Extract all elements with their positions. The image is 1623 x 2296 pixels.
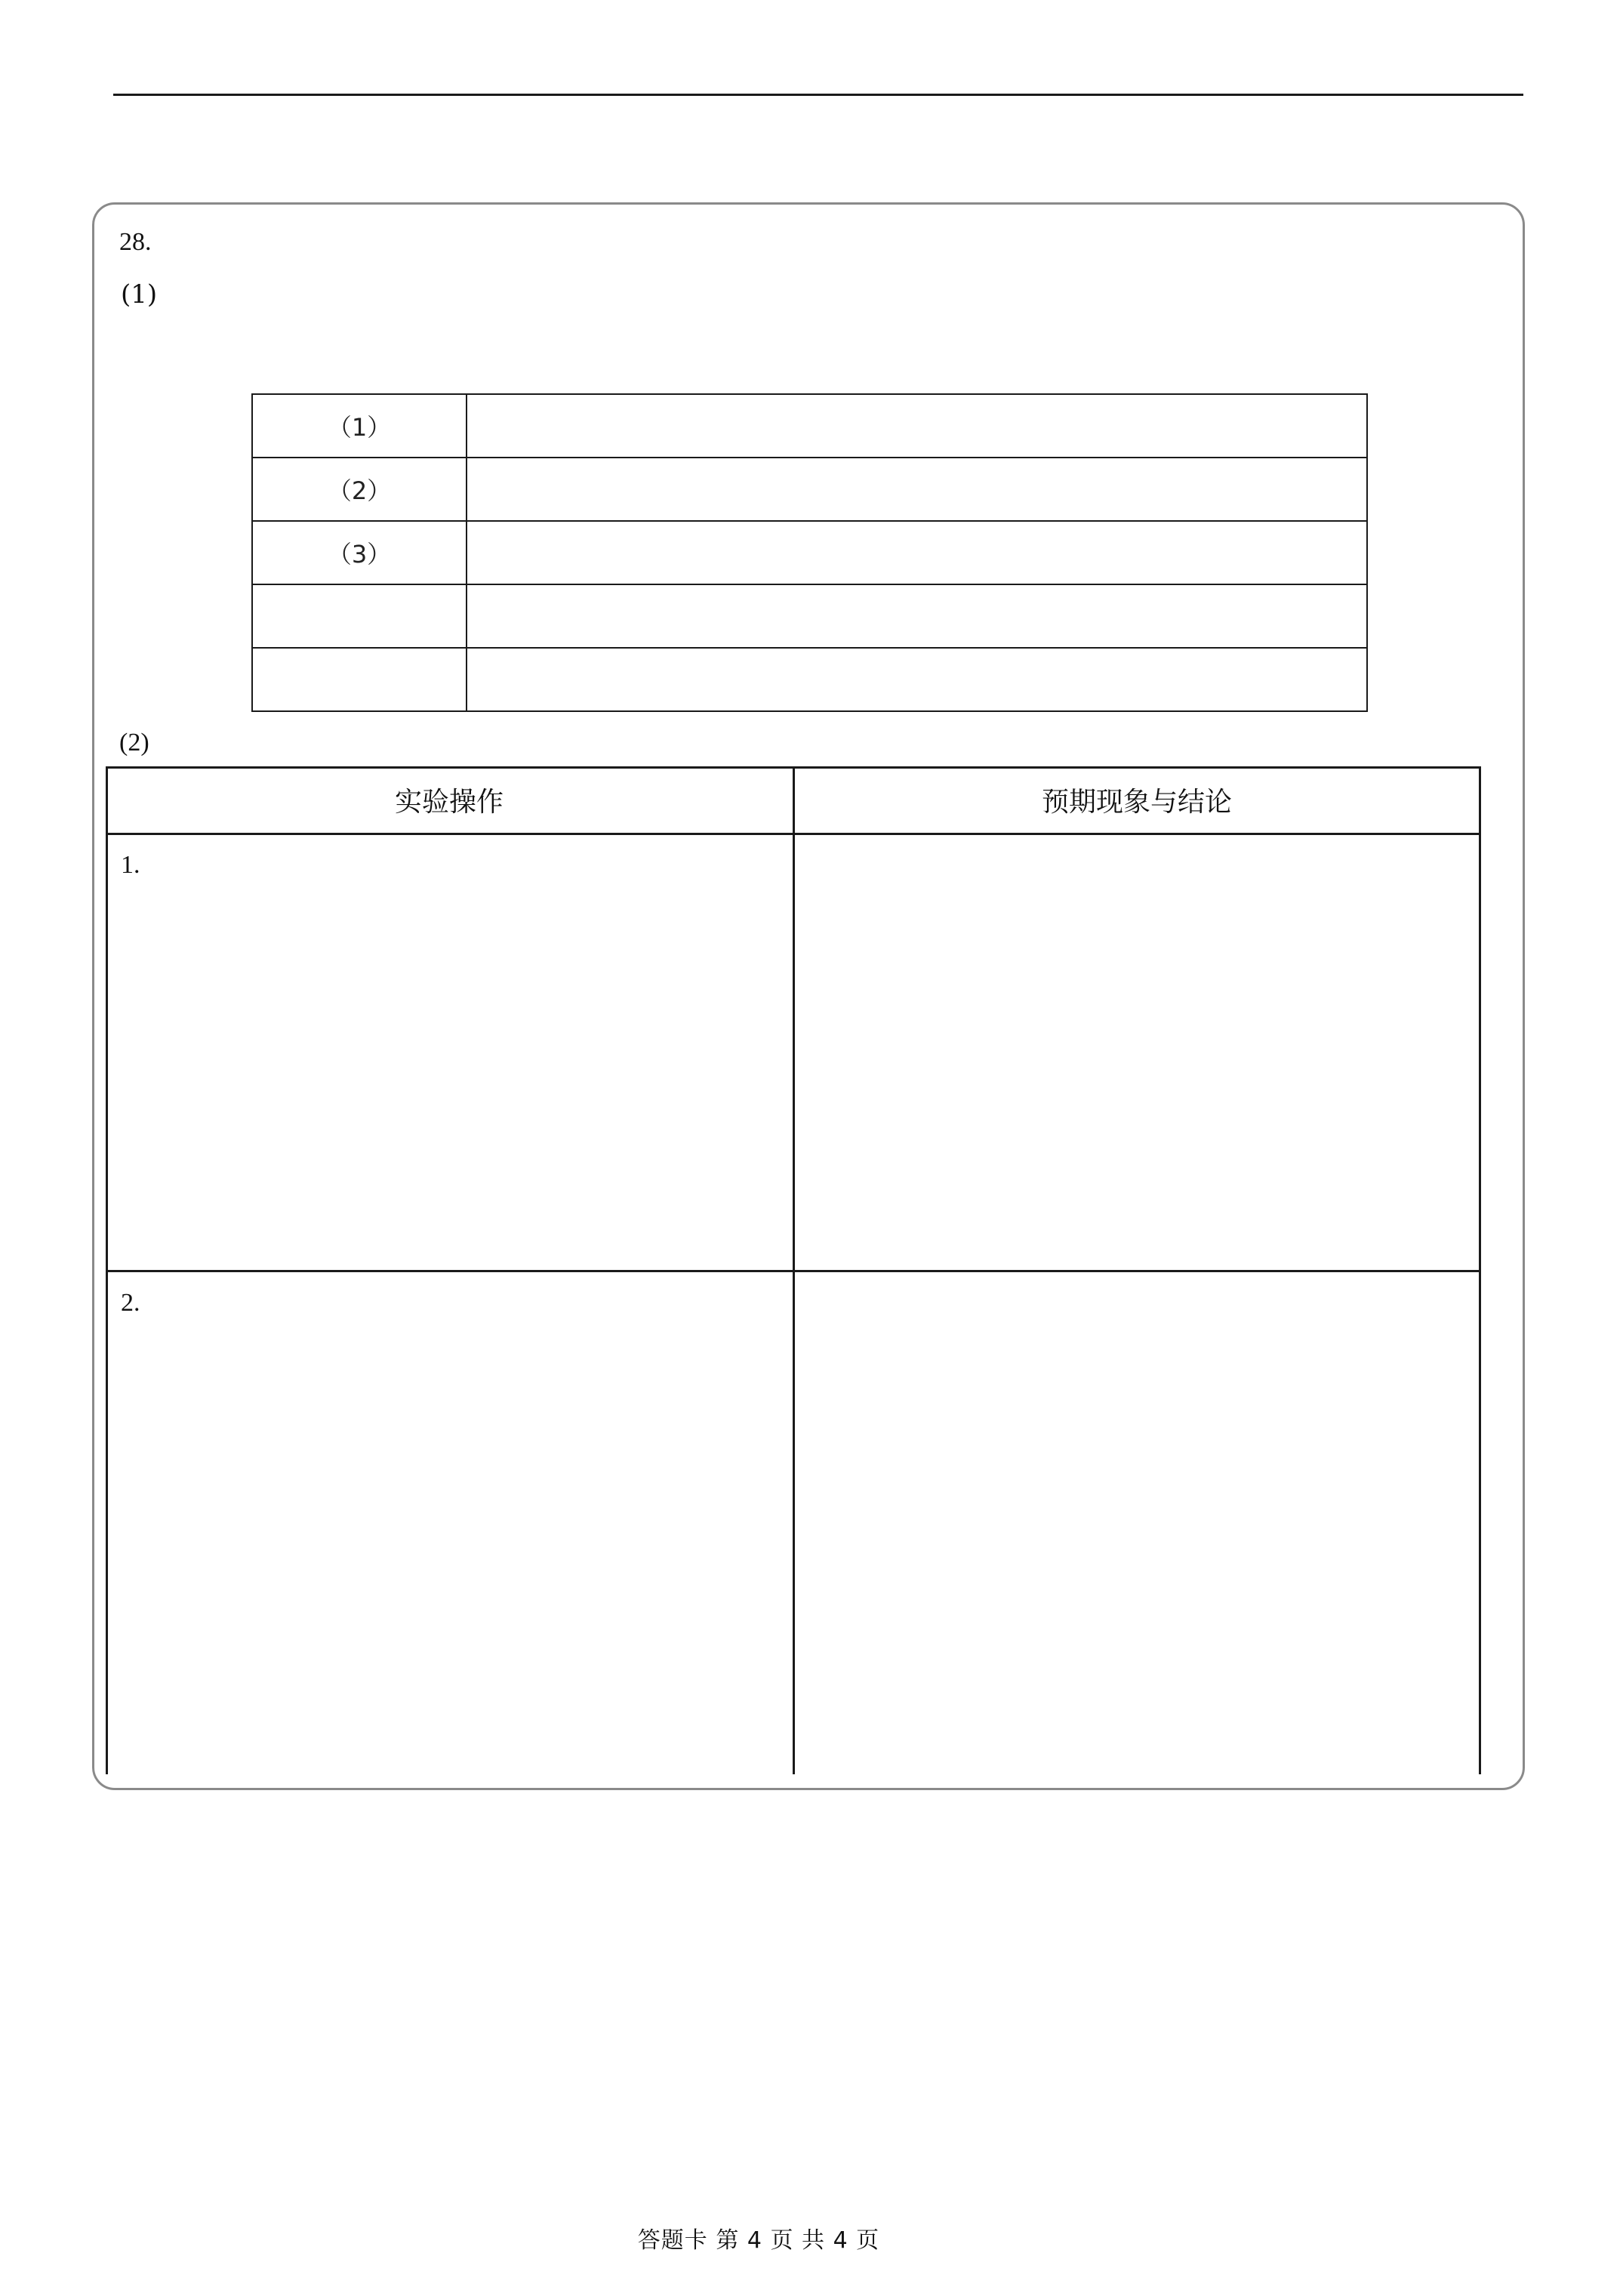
table-row (252, 584, 1367, 648)
answer-cell[interactable] (467, 521, 1367, 584)
part-1-label: (1) (121, 279, 158, 310)
table-row (252, 458, 1367, 521)
row-label: （1） (252, 394, 467, 458)
answer-cell[interactable] (467, 458, 1367, 521)
answer-cell[interactable] (467, 584, 1367, 648)
row-label (252, 584, 467, 648)
table-row (252, 648, 1367, 711)
table-row (252, 394, 1367, 458)
part-2-label: (2) (119, 729, 149, 757)
table-left-border (106, 766, 108, 1774)
column-divider (793, 766, 795, 1774)
row-label: （3） (252, 521, 467, 584)
question-number: 28. (119, 228, 152, 256)
answer-cell[interactable] (467, 648, 1367, 711)
step-2-label: 2. (121, 1289, 140, 1317)
step-1-label: 1. (121, 851, 140, 879)
header-rule (113, 94, 1523, 96)
part-2-experiment-table (106, 766, 1481, 1774)
table-row (252, 521, 1367, 584)
header-expected-result: 预期现象与结论 (1041, 786, 1232, 818)
header-experiment-operation: 实验操作 (394, 786, 504, 818)
answer-cell[interactable] (467, 394, 1367, 458)
table-right-border (1479, 766, 1481, 1774)
part-1-answer-table (251, 393, 1368, 712)
page-footer: 答题卡 第 4 页 共 4 页 (637, 2227, 880, 2254)
row-label (252, 648, 467, 711)
row-label: （2） (252, 458, 467, 521)
